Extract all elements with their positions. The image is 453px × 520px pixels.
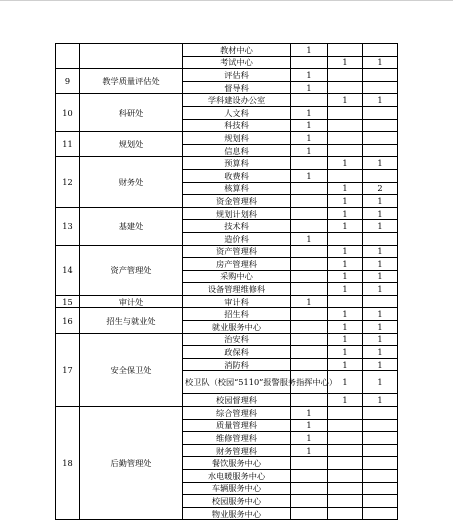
count-cell-c2 xyxy=(328,419,363,432)
count-cell-c1 xyxy=(291,258,328,271)
department-name-cell: 财务处 xyxy=(80,157,183,207)
count-cell-c1 xyxy=(291,482,328,495)
section-name-cell: 车辆服务中心 xyxy=(183,482,291,495)
dept-number-cell: 18 xyxy=(56,407,80,520)
dept-number-cell: 10 xyxy=(56,94,80,132)
count-cell-c1 xyxy=(291,195,328,208)
count-cell-c3 xyxy=(363,419,398,432)
count-cell-c1: 1 xyxy=(291,169,328,182)
count-cell-c1: 1 xyxy=(291,444,328,457)
count-cell-c3: 1 xyxy=(363,270,398,283)
count-cell-c2 xyxy=(328,119,363,132)
count-cell-c3: 1 xyxy=(363,207,398,220)
count-cell-c1 xyxy=(291,94,328,107)
count-cell-c2 xyxy=(328,444,363,457)
section-name-cell: 规划计划科 xyxy=(183,207,291,220)
count-cell-c3 xyxy=(363,407,398,420)
count-cell-c2: 1 xyxy=(328,394,363,407)
count-cell-c3: 1 xyxy=(363,333,398,346)
count-cell-c2: 1 xyxy=(328,371,363,394)
count-cell-c1: 1 xyxy=(291,132,328,145)
section-name-cell: 政保科 xyxy=(183,346,291,359)
count-cell-c3: 1 xyxy=(363,258,398,271)
dept-number-cell xyxy=(56,44,80,69)
count-cell-c1: 1 xyxy=(291,232,328,245)
staff-allocation-table xyxy=(55,43,398,520)
department-name-cell: 科研处 xyxy=(80,94,183,132)
section-name-cell: 餐饮服务中心 xyxy=(183,457,291,470)
table-row xyxy=(56,207,398,220)
table-row xyxy=(56,407,398,420)
section-name-cell: 综合管理科 xyxy=(183,407,291,420)
count-cell-c1 xyxy=(291,346,328,359)
count-cell-c3 xyxy=(363,132,398,145)
count-cell-c2: 1 xyxy=(328,56,363,69)
department-name-cell: 审计处 xyxy=(80,295,183,308)
count-cell-c2 xyxy=(328,232,363,245)
count-cell-c1 xyxy=(291,220,328,233)
count-cell-c1 xyxy=(291,470,328,483)
section-name-cell: 科技科 xyxy=(183,119,291,132)
count-cell-c1 xyxy=(291,207,328,220)
section-name-cell: 维修管理科 xyxy=(183,432,291,445)
count-cell-c3: 1 xyxy=(363,220,398,233)
section-name-cell: 采购中心 xyxy=(183,270,291,283)
table-body xyxy=(56,44,398,520)
section-name-cell: 造价科 xyxy=(183,232,291,245)
section-name-cell: 消防科 xyxy=(183,358,291,371)
count-cell-c1 xyxy=(291,457,328,470)
count-cell-c3 xyxy=(363,69,398,82)
count-cell-c1 xyxy=(291,358,328,371)
table-row xyxy=(56,308,398,321)
count-cell-c3 xyxy=(363,295,398,308)
count-cell-c1: 1 xyxy=(291,106,328,119)
count-cell-c3 xyxy=(363,119,398,132)
count-cell-c2 xyxy=(328,457,363,470)
section-name-cell: 审计科 xyxy=(183,295,291,308)
dept-number-cell: 15 xyxy=(56,295,80,308)
count-cell-c1: 1 xyxy=(291,419,328,432)
count-cell-c2 xyxy=(328,169,363,182)
count-cell-c2: 1 xyxy=(328,195,363,208)
count-cell-c2 xyxy=(328,44,363,57)
count-cell-c1 xyxy=(291,394,328,407)
count-cell-c2 xyxy=(328,495,363,508)
count-cell-c2: 1 xyxy=(328,346,363,359)
dept-number-cell: 16 xyxy=(56,308,80,333)
count-cell-c1 xyxy=(291,283,328,296)
count-cell-c3: 1 xyxy=(363,358,398,371)
count-cell-c2: 1 xyxy=(328,220,363,233)
section-name-cell: 设备管理维修科 xyxy=(183,283,291,296)
count-cell-c2: 1 xyxy=(328,207,363,220)
department-name-cell: 后勤管理处 xyxy=(80,407,183,520)
count-cell-c2 xyxy=(328,69,363,82)
count-cell-c3 xyxy=(363,169,398,182)
section-name-cell: 督导科 xyxy=(183,81,291,94)
count-cell-c2 xyxy=(328,132,363,145)
count-cell-c2 xyxy=(328,482,363,495)
table-row xyxy=(56,295,398,308)
count-cell-c3: 1 xyxy=(363,195,398,208)
table-row xyxy=(56,245,398,258)
count-cell-c3 xyxy=(363,457,398,470)
count-cell-c1: 1 xyxy=(291,295,328,308)
section-name-cell: 校园服务中心 xyxy=(183,495,291,508)
count-cell-c3: 1 xyxy=(363,245,398,258)
count-cell-c2: 1 xyxy=(328,182,363,195)
count-cell-c3 xyxy=(363,106,398,119)
count-cell-c2 xyxy=(328,470,363,483)
section-name-cell: 规划科 xyxy=(183,132,291,145)
count-cell-c1 xyxy=(291,245,328,258)
count-cell-c1: 1 xyxy=(291,144,328,157)
count-cell-c2 xyxy=(328,432,363,445)
count-cell-c2 xyxy=(328,507,363,520)
dept-number-cell: 9 xyxy=(56,69,80,94)
section-name-cell: 评估科 xyxy=(183,69,291,82)
count-cell-c3 xyxy=(363,482,398,495)
table-row xyxy=(56,333,398,346)
count-cell-c3: 1 xyxy=(363,371,398,394)
table-row xyxy=(56,132,398,145)
count-cell-c3: 2 xyxy=(363,182,398,195)
section-name-cell: 收费科 xyxy=(183,169,291,182)
count-cell-c1: 1 xyxy=(291,69,328,82)
top-border-line xyxy=(0,0,453,1)
count-cell-c3: 1 xyxy=(363,157,398,170)
count-cell-c2 xyxy=(328,106,363,119)
count-cell-c2 xyxy=(328,144,363,157)
count-cell-c2: 1 xyxy=(328,270,363,283)
section-name-cell: 水电暖服务中心 xyxy=(183,470,291,483)
department-name-cell: 基建处 xyxy=(80,207,183,245)
count-cell-c3 xyxy=(363,444,398,457)
count-cell-c2: 1 xyxy=(328,308,363,321)
table-row xyxy=(56,94,398,107)
count-cell-c3 xyxy=(363,44,398,57)
department-name-cell: 招生与就业处 xyxy=(80,308,183,333)
count-cell-c3 xyxy=(363,470,398,483)
section-name-cell: 物业服务中心 xyxy=(183,507,291,520)
section-name-cell: 校卫队（校园“5110”报警服务指挥中心） xyxy=(183,371,291,394)
section-name-cell: 教材中心 xyxy=(183,44,291,57)
department-name-cell: 安全保卫处 xyxy=(80,333,183,406)
count-cell-c1: 1 xyxy=(291,44,328,57)
count-cell-c3: 1 xyxy=(363,56,398,69)
section-name-cell: 考试中心 xyxy=(183,56,291,69)
count-cell-c1 xyxy=(291,507,328,520)
count-cell-c3: 1 xyxy=(363,394,398,407)
count-cell-c3: 1 xyxy=(363,94,398,107)
section-name-cell: 就业服务中心 xyxy=(183,321,291,334)
section-name-cell: 财务管理科 xyxy=(183,444,291,457)
department-name-cell: 教学质量评估处 xyxy=(80,69,183,94)
count-cell-c1 xyxy=(291,182,328,195)
section-name-cell: 资产管理科 xyxy=(183,245,291,258)
table-row xyxy=(56,44,398,57)
count-cell-c3: 1 xyxy=(363,321,398,334)
count-cell-c1: 1 xyxy=(291,432,328,445)
section-name-cell: 核算科 xyxy=(183,182,291,195)
section-name-cell: 招生科 xyxy=(183,308,291,321)
section-name-cell: 技术科 xyxy=(183,220,291,233)
table-row xyxy=(56,69,398,82)
count-cell-c2: 1 xyxy=(328,358,363,371)
count-cell-c2: 1 xyxy=(328,258,363,271)
dept-number-cell: 17 xyxy=(56,333,80,406)
count-cell-c1 xyxy=(291,495,328,508)
section-name-cell: 信息科 xyxy=(183,144,291,157)
section-name-cell: 校园督理科 xyxy=(183,394,291,407)
table-row xyxy=(56,157,398,170)
count-cell-c3 xyxy=(363,81,398,94)
count-cell-c2: 1 xyxy=(328,245,363,258)
count-cell-c2 xyxy=(328,407,363,420)
count-cell-c2: 1 xyxy=(328,333,363,346)
count-cell-c2 xyxy=(328,295,363,308)
count-cell-c1: 1 xyxy=(291,407,328,420)
count-cell-c3 xyxy=(363,507,398,520)
count-cell-c3: 1 xyxy=(363,308,398,321)
count-cell-c2: 1 xyxy=(328,94,363,107)
section-name-cell: 质量管理科 xyxy=(183,419,291,432)
dept-number-cell: 11 xyxy=(56,132,80,157)
count-cell-c1 xyxy=(291,157,328,170)
dept-number-cell: 14 xyxy=(56,245,80,295)
section-name-cell: 学科建设办公室 xyxy=(183,94,291,107)
section-name-cell: 人文科 xyxy=(183,106,291,119)
department-name-cell: 规划处 xyxy=(80,132,183,157)
section-name-cell: 治安科 xyxy=(183,333,291,346)
count-cell-c1: 1 xyxy=(291,81,328,94)
department-name-cell xyxy=(80,44,183,69)
section-name-cell: 房产管理科 xyxy=(183,258,291,271)
dept-number-cell: 13 xyxy=(56,207,80,245)
count-cell-c2: 1 xyxy=(328,283,363,296)
count-cell-c2 xyxy=(328,81,363,94)
section-name-cell: 预算科 xyxy=(183,157,291,170)
count-cell-c3 xyxy=(363,432,398,445)
count-cell-c1: 1 xyxy=(291,119,328,132)
count-cell-c2: 1 xyxy=(328,321,363,334)
count-cell-c2: 1 xyxy=(328,157,363,170)
dept-number-cell: 12 xyxy=(56,157,80,207)
count-cell-c1 xyxy=(291,56,328,69)
department-name-cell: 资产管理处 xyxy=(80,245,183,295)
count-cell-c3 xyxy=(363,495,398,508)
count-cell-c1 xyxy=(291,333,328,346)
count-cell-c3 xyxy=(363,232,398,245)
count-cell-c3 xyxy=(363,144,398,157)
count-cell-c3: 1 xyxy=(363,283,398,296)
count-cell-c3: 1 xyxy=(363,346,398,359)
count-cell-c1 xyxy=(291,308,328,321)
count-cell-c1 xyxy=(291,270,328,283)
section-name-cell: 资金管理科 xyxy=(183,195,291,208)
count-cell-c1 xyxy=(291,321,328,334)
